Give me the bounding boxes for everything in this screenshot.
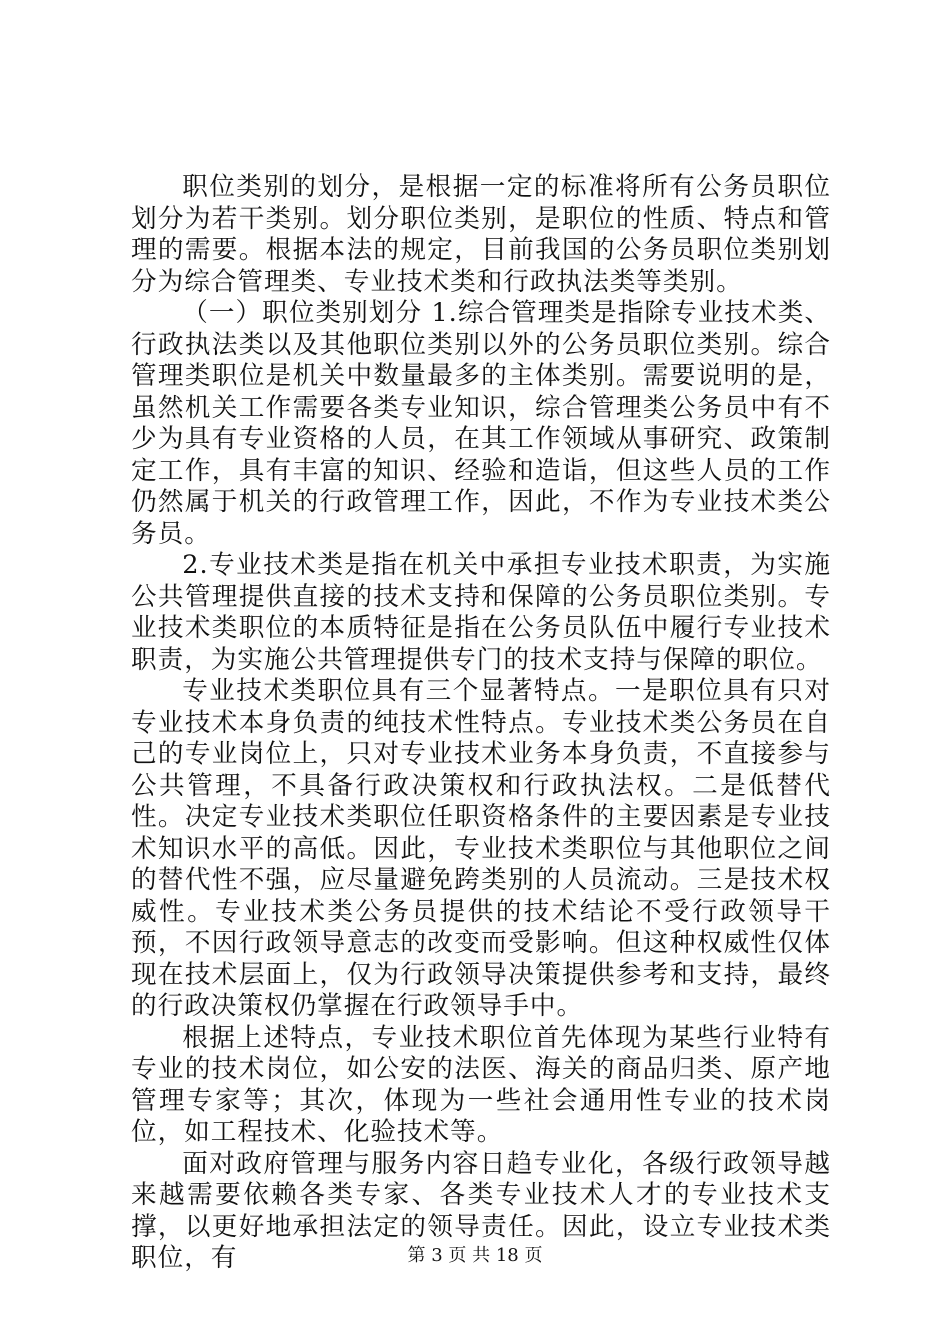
paragraph-2: （一）职位类别划分 1.综合管理类是指除专业技术类、行政执法类以及其他职位类别以外的公务员职位类别。综合管理类职位是机关中数量最多的主体类别。需要说明的是，虽然机关工作需要各类专业知识，综合管理类公务员中有不少为具有专业资格的人员，在其工作领域从事研究、政策制定工作，具有丰富的知识、经验和造诣，但这些人员的工作仍然属于机关的行政管理工作，因此，不作为专业技术类公务员。 (131, 298, 831, 549)
paragraph-4: 专业技术类职位具有三个显著特点。一是职位具有只对专业技术本身负责的纯技术性特点。专业技术类公务员在自己的专业岗位上，只对专业技术业务本身负责，不直接参与公共管理，不具备行政决策权和行政执法权。二是低替代性。决定专业技术类职位任职资格条件的主要因素是专业技术知识水平的高低。因此，专业技术类职位与其他职位之间的替代性不强，应尽量避免跨类别的人员流动。三是技术权威性。专业技术类公务员提供的技术结论不受行政领导干预，不因行政领导意志的改变而受影响。但这种权威性仅体现在技术层面上，仅为行政领导决策提供参考和支持，最终的行政决策权仍掌握在行政领导手中。 (131, 676, 831, 1021)
paragraph-3: 2.专业技术类是指在机关中承担专业技术职责，为实施公共管理提供直接的技术支持和保障的公务员职位类别。专业技术类职位的本质特征是指在公务员队伍中履行专业技术职责，为实施公共管理提供专门的技术支持与保障的职位。 (131, 550, 831, 675)
page-footer: 第 3 页 共 18 页 (407, 1245, 543, 1266)
paragraph-6: 面对政府管理与服务内容日趋专业化，各级行政领导越来越需要依赖各类专家、各类专业技术人才的专业技术支撑，以更好地承担法定的领导责任。因此，设立专业技术类职位，有 (131, 1148, 831, 1273)
document-body (131, 172, 831, 1275)
paragraph-1: 职位类别的划分，是根据一定的标准将所有公务员职位划分为若干类别。划分职位类别，是职位的性质、特点和管理的需要。根据本法的规定，目前我国的公务员职位类别划分为综合管理类、专业技术类和行政执法类等类别。 (131, 172, 831, 297)
paragraph-5: 根据上述特点，专业技术职位首先体现为某些行业特有专业的技术岗位，如公安的法医、海关的商品归类、原产地管理专家等；其次，体现为一些社会通用性专业的技术岗位，如工程技术、化验技术等。 (131, 1022, 831, 1147)
